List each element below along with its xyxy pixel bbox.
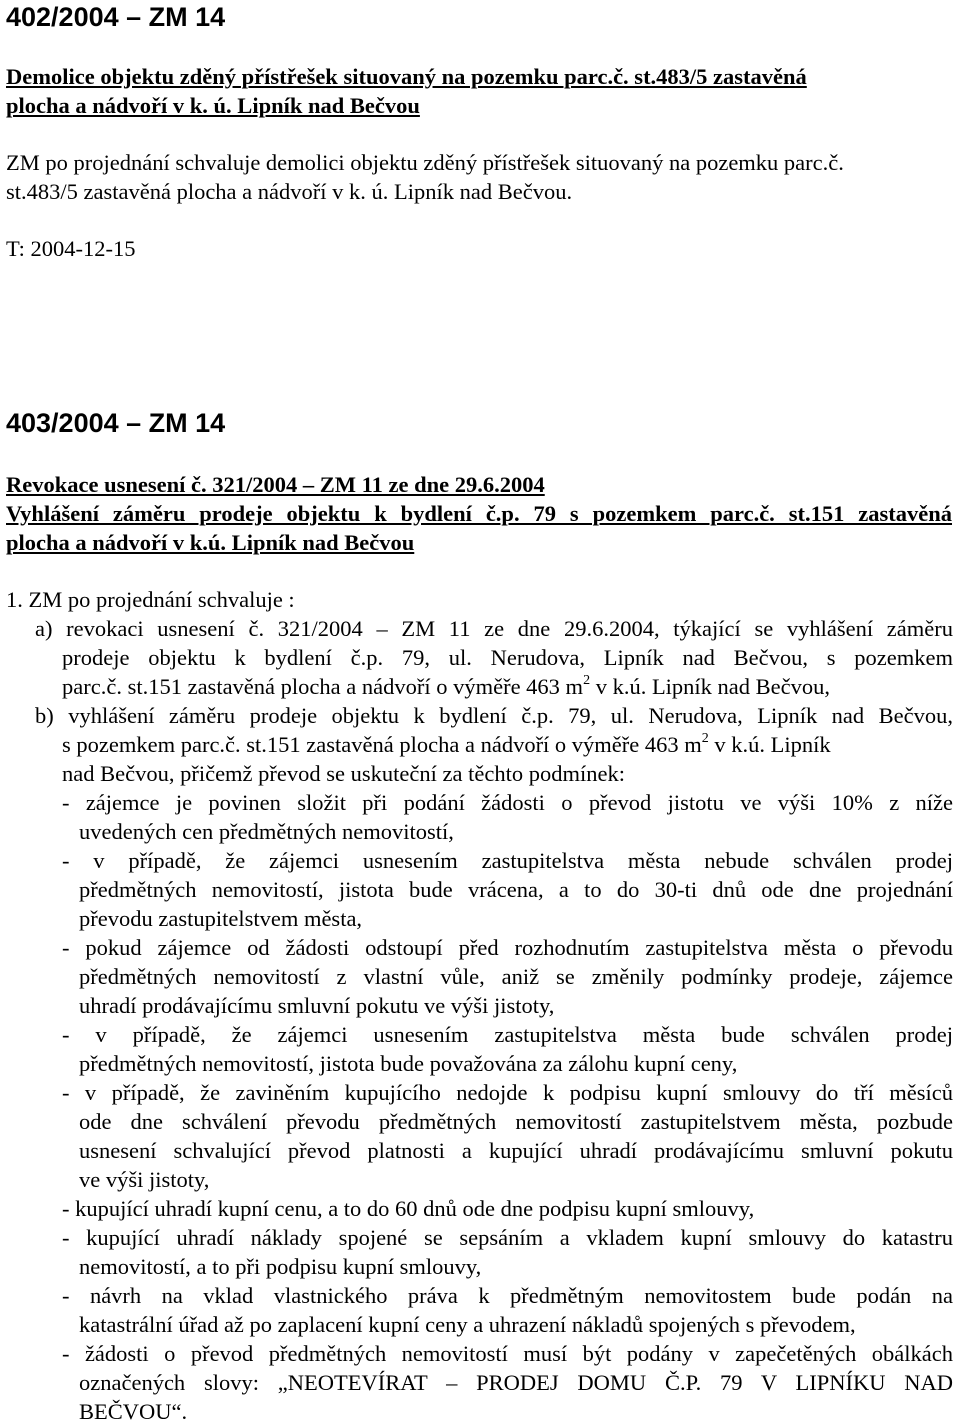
resolution-heading-402: 402/2004 – ZM 14	[6, 2, 226, 32]
item-a-line1: a) revokaci usnesení č. 321/2004 – ZM 11 ze dne 29.6.2004, týkající se vyhlášení záměru	[35, 616, 953, 641]
condition-5-line1: - v případě, že zaviněním kupujícího nedojde k podpisu kupní smlouvy do tří měsíců	[62, 1080, 953, 1105]
condition-9-line2: označených slovy: „NEOTEVÍRAT – PRODEJ DOMU Č.P. 79 V LIPNÍKU NAD	[79, 1370, 953, 1395]
resolution-heading-403: 403/2004 – ZM 14	[6, 408, 226, 438]
item-b-line1: b) vyhlášení záměru prodeje objektu k bydlení č.p. 79, ul. Nerudova, Lipník nad Bečvou,	[35, 703, 953, 728]
resolution-text-402-line1: ZM po projednání schvaluje demolici objektu zděný přístřešek situovaný na pozemku parc.č.	[6, 150, 844, 175]
item-b-line2-text: s pozemkem parc.č. st.151 zastavěná plocha a nádvoří o výměře 463 m	[62, 732, 702, 757]
condition-6-line1: - kupující uhradí kupní cenu, a to do 60 dnů ode dne podpisu kupní smlouvy,	[62, 1196, 755, 1221]
item-b-line3: nad Bečvou, přičemž převod se uskuteční za těchto podmínek:	[62, 761, 625, 786]
condition-3-line3: uhradí prodávajícímu smluvní pokutu ve výši jistoty,	[79, 993, 555, 1018]
resolution-title-403-line2: Vyhlášení záměru prodeje objektu k bydlení č.p. 79 s pozemkem parc.č. st.151 zastavěná	[6, 501, 952, 526]
condition-7-line1: - kupující uhradí náklady spojené se sepsáním a vkladem kupní smlouvy do katastru	[62, 1225, 953, 1250]
condition-2-line3: převodu zastupitelstvem města,	[79, 906, 363, 931]
condition-1-line1: - zájemce je povinen složit při podání žádosti o převod jistotu ve výši 10% z níže	[62, 790, 953, 815]
condition-2-line1: - v případě, že zájemci usnesením zastupitelstva města nebude schválen prodej	[62, 848, 953, 873]
item-b-line2-tail: v k.ú. Lipník	[708, 732, 831, 757]
condition-3-line1: - pokud zájemce od žádosti odstoupí před rozhodnutím zastupitelstva města o převodu	[62, 935, 953, 960]
resolution-title-403-line3: plocha a nádvoří v k.ú. Lipník nad Bečvou	[6, 530, 415, 555]
condition-1-line2: uvedených cen předmětných nemovitostí,	[79, 819, 454, 844]
resolution-text-402-line2: st.483/5 zastavěná plocha a nádvoří v k. ú. Lipník nad Bečvou.	[6, 179, 573, 204]
condition-5-line4: ve výši jistoty,	[79, 1167, 210, 1192]
condition-5-line2: ode dne schválení převodu předmětných nemovitostí zastupitelstvem města, pozbude	[79, 1109, 953, 1134]
condition-2-line2: předmětných nemovitostí, jistota bude vrácena, a to do 30-ti dnů ode dne projednání	[79, 877, 953, 902]
item-a-line3-tail: v k.ú. Lipník nad Bečvou,	[590, 674, 831, 699]
point-1: 1. ZM po projednání schvaluje :	[6, 587, 295, 612]
condition-8-line2: katastrální úřad až po zaplacení kupní ceny a uhrazení nákladů spojených s převodem,	[79, 1312, 856, 1337]
item-a-line3	[62, 672, 830, 701]
condition-7-line2: nemovitostí, a to při podpisu kupní smlouvy,	[79, 1254, 482, 1279]
resolution-title-402-line2: plocha a nádvoří v k. ú. Lipník nad Bečvou	[6, 93, 420, 118]
item-a-line2: prodeje objektu k bydlení č.p. 79, ul. Nerudova, Lipník nad Bečvou, s pozemkem	[62, 645, 953, 670]
condition-3-line2: předmětných nemovitostí z vlastní vůle, aniž se změnily podmínky prodeje, zájemce	[79, 964, 953, 989]
area-unit-superscript: 2	[583, 673, 591, 688]
condition-8-line1: - návrh na vklad vlastnického práva k předmětným nemovitostem bude podán na	[62, 1283, 953, 1308]
resolution-title-402-line1: Demolice objektu zděný přístřešek situovaný na pozemku parc.č. st.483/5 zastavěná	[6, 64, 807, 89]
resolution-deadline-402: T: 2004-12-15	[6, 236, 136, 261]
condition-4-line2: předmětných nemovitostí, jistota bude považována za zálohu kupní ceny,	[79, 1051, 738, 1076]
condition-4-line1: - v případě, že zájemci usnesením zastupitelstva města bude schválen prodej	[62, 1022, 953, 1047]
item-b-line2	[62, 730, 831, 759]
condition-5-line3: usnesení schvalující převod platnosti a kupující uhradí prodávajícímu smluvní pokutu	[79, 1138, 953, 1163]
condition-9-line3: BEČVOU“.	[79, 1399, 188, 1424]
item-a-line3-text: parc.č. st.151 zastavěná plocha a nádvoří o výměře 463 m	[62, 674, 584, 699]
area-unit-superscript: 2	[701, 731, 709, 746]
resolution-title-403-line1: Revokace usnesení č. 321/2004 – ZM 11 ze dne 29.6.2004	[6, 472, 545, 497]
condition-9-line1: - žádosti o převod předmětných nemovitostí musí být podány v zapečetěných obálkách	[62, 1341, 953, 1366]
